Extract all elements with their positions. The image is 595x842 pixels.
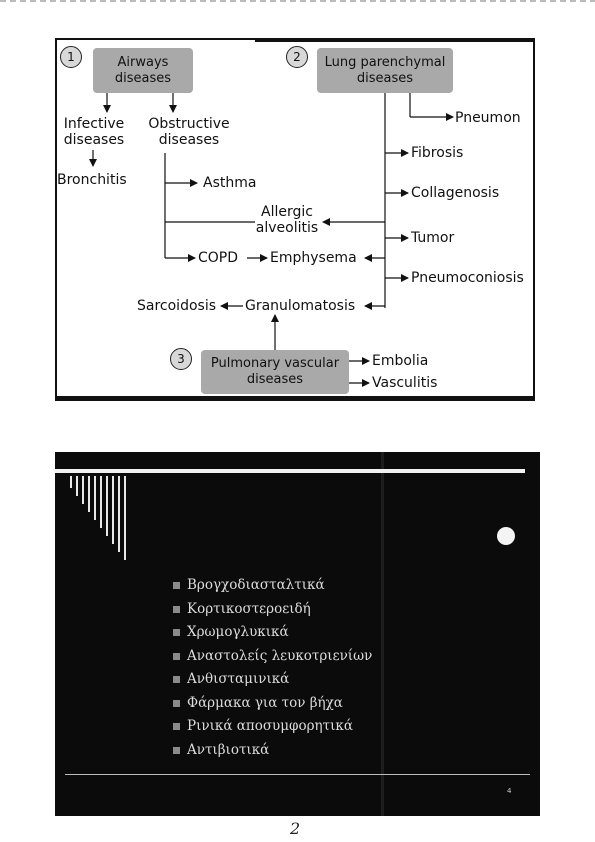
list-item: Βρογχοδιασταλτικά bbox=[173, 574, 372, 598]
square-bullet-icon bbox=[173, 723, 180, 730]
square-bullet-icon bbox=[173, 653, 180, 660]
list-item: Ρινικά αποσυμφορητικά bbox=[173, 715, 372, 739]
scan-vertical-artifact bbox=[381, 452, 384, 816]
fibrosis-label: Fibrosis bbox=[411, 145, 464, 161]
list-item: Αντιβιοτικά bbox=[173, 739, 372, 763]
asthma-label: Asthma bbox=[203, 175, 257, 191]
square-bullet-icon bbox=[173, 582, 180, 589]
list-item: Ανθισταμινικά bbox=[173, 668, 372, 692]
parenchymal-title: Lung parenchymal diseases bbox=[324, 55, 446, 86]
bronchitis-label: Bronchitis bbox=[57, 172, 127, 188]
handwritten-page-number: 2 bbox=[290, 819, 301, 838]
granulomatosis-label: Granulomatosis bbox=[245, 298, 356, 314]
obstructive-diseases-label: Obstructive diseases bbox=[148, 116, 230, 148]
square-bullet-icon bbox=[173, 629, 180, 636]
circle-decoration bbox=[497, 527, 515, 545]
slide-page-number: 4 bbox=[507, 787, 512, 795]
square-bullet-icon bbox=[173, 700, 180, 707]
collagenosis-label: Collagenosis bbox=[411, 185, 500, 201]
list-item: Κορτικοστεροειδή bbox=[173, 598, 372, 622]
list-item: Αναστολείς λευκοτριενίων bbox=[173, 645, 372, 669]
square-bullet-icon bbox=[173, 676, 180, 683]
group-number-3: 3 bbox=[170, 348, 192, 370]
infective-diseases-label: Infective diseases bbox=[63, 116, 125, 148]
scan-artifact bbox=[0, 0, 595, 2]
allergic-alveolitis-label: Allergic alveolitis bbox=[255, 204, 319, 236]
list-item: Φάρμακα για τον βήχα bbox=[173, 692, 372, 716]
copd-label: COPD bbox=[198, 250, 239, 266]
pneumon-label: Pneumon bbox=[455, 110, 521, 126]
emphysema-label: Emphysema bbox=[270, 250, 357, 266]
group-number-1: 1 bbox=[60, 46, 82, 68]
vasculitis-label: Vasculitis bbox=[372, 375, 438, 391]
list-item: Χρωμογλυκικά bbox=[173, 621, 372, 645]
tumor-label: Tumor bbox=[411, 230, 455, 246]
medication-slide bbox=[55, 452, 540, 816]
group-number-2: 2 bbox=[286, 46, 308, 68]
pneumoconiosis-label: Pneumoconiosis bbox=[411, 270, 524, 286]
embolia-label: Embolia bbox=[372, 353, 429, 369]
medication-list bbox=[173, 574, 372, 762]
sarcoidosis-label: Sarcoidosis bbox=[137, 298, 216, 314]
square-bullet-icon bbox=[173, 747, 180, 754]
slide-top-rule bbox=[55, 469, 525, 473]
airways-title: Airways diseases bbox=[114, 55, 172, 86]
lung-disease-diagram bbox=[55, 38, 535, 401]
slide-bottom-rule bbox=[65, 774, 530, 775]
square-bullet-icon bbox=[173, 606, 180, 613]
vascular-title: Pulmonary vascular diseases bbox=[210, 356, 340, 387]
